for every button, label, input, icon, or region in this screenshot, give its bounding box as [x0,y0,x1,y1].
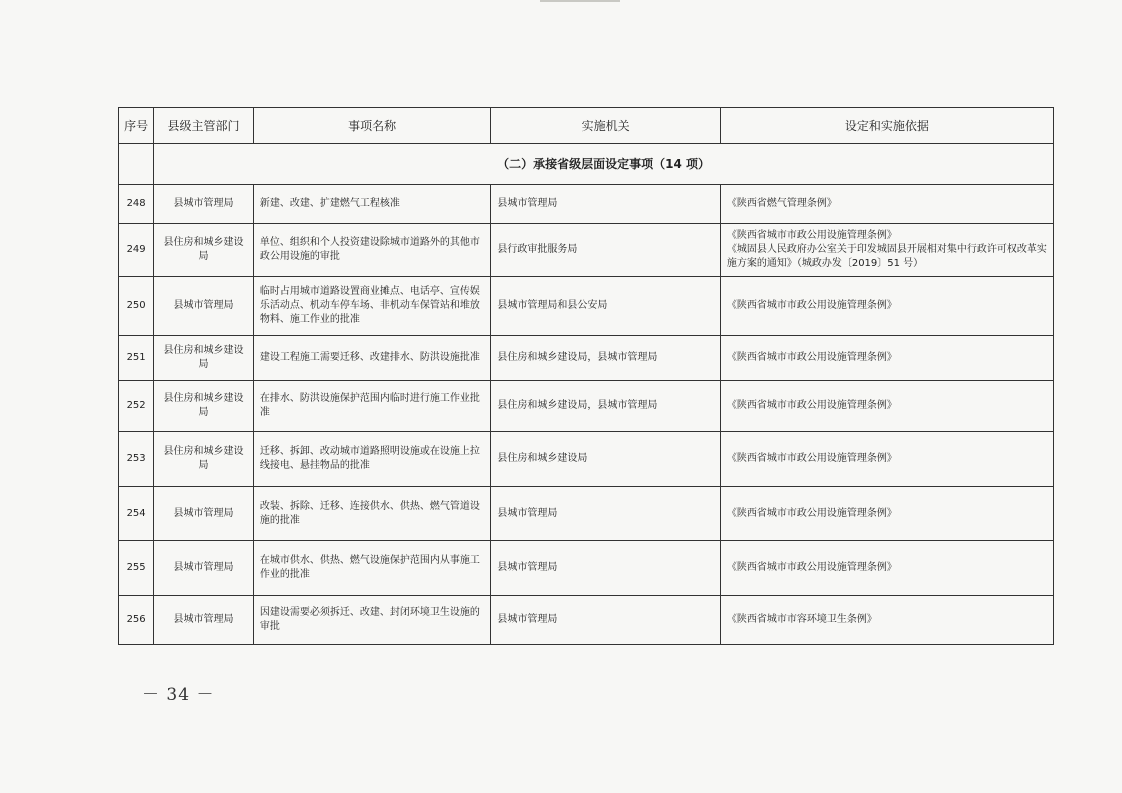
row-item: 改装、拆除、迁移、连接供水、供热、燃气管道设施的批准 [253,487,491,541]
row-basis: 《陕西省城市市政公用设施管理条例》 [720,277,1053,336]
row-basis: 《陕西省城市市政公用设施管理条例》 [720,541,1053,596]
items-table [118,107,1054,645]
row-org: 县行政审批服务局 [491,224,720,277]
row-num: 253 [119,432,154,487]
header-dept: 县级主管部门 [154,108,254,144]
row-item: 建设工程施工需要迁移、改建排水、防洪设施批准 [253,336,491,381]
header-num: 序号 [119,108,154,144]
table-row [119,277,1054,336]
row-item: 新建、改建、扩建燃气工程核准 [253,185,491,224]
row-org: 县城市管理局 [491,596,720,645]
row-dept: 县城市管理局 [154,185,254,224]
row-num: 249 [119,224,154,277]
table-row [119,541,1054,596]
row-basis: 《陕西省城市市政公用设施管理条例》 《城固县人民政府办公室关于印发城固县开展相对集中行政许可权改革实施方案的通知》（城政办发〔2019〕51 号） [720,224,1053,277]
page-number: － 34 － [142,685,215,705]
row-num: 250 [119,277,154,336]
table-row [119,381,1054,432]
row-dept: 县住房和城乡建设局 [154,381,254,432]
row-item: 单位、组织和个人投资建设除城市道路外的其他市政公用设施的审批 [253,224,491,277]
row-basis: 《陕西省燃气管理条例》 [720,185,1053,224]
row-dept: 县城市管理局 [154,487,254,541]
row-dept: 县住房和城乡建设局 [154,224,254,277]
row-item: 临时占用城市道路设置商业摊点、电话亭、宣传娱乐活动点、机动车停车场、非机动车保管站和堆放物料、施工作业的批准 [253,277,491,336]
header-org: 实施机关 [491,108,720,144]
row-dept: 县城市管理局 [154,596,254,645]
row-num: 256 [119,596,154,645]
row-num: 255 [119,541,154,596]
row-dept: 县住房和城乡建设局 [154,432,254,487]
scan-mark [540,0,620,2]
row-basis: 《陕西省城市市政公用设施管理条例》 [720,487,1053,541]
row-item: 在排水、防洪设施保护范围内临时进行施工作业批准 [253,381,491,432]
row-dept: 县住房和城乡建设局 [154,336,254,381]
row-org: 县住房和城乡建设局 [491,432,720,487]
row-item: 因建设需要必须拆迁、改建、封闭环境卫生设施的审批 [253,596,491,645]
row-basis: 《陕西省城市市容环境卫生条例》 [720,596,1053,645]
row-item: 迁移、拆卸、改动城市道路照明设施或在设施上拉线接电、悬挂物品的批准 [253,432,491,487]
table-row [119,432,1054,487]
row-org: 县住房和城乡建设局，县城市管理局 [491,381,720,432]
header-item: 事项名称 [253,108,491,144]
row-num: 251 [119,336,154,381]
section-row [119,144,1054,185]
row-org: 县城市管理局 [491,185,720,224]
table-row [119,596,1054,645]
row-dept: 县城市管理局 [154,277,254,336]
table-header-row [119,108,1054,144]
row-org: 县城市管理局 [491,487,720,541]
section-title: （二）承接省级层面设定事项（14 项） [154,144,1054,185]
row-org: 县住房和城乡建设局，县城市管理局 [491,336,720,381]
row-basis: 《陕西省城市市政公用设施管理条例》 [720,381,1053,432]
section-num-cell [119,144,154,185]
table-row [119,487,1054,541]
header-basis: 设定和实施依据 [720,108,1053,144]
row-org: 县城市管理局和县公安局 [491,277,720,336]
row-item: 在城市供水、供热、燃气设施保护范围内从事施工作业的批准 [253,541,491,596]
row-num: 252 [119,381,154,432]
row-basis: 《陕西省城市市政公用设施管理条例》 [720,432,1053,487]
table-row [119,185,1054,224]
table-row [119,224,1054,277]
row-org: 县城市管理局 [491,541,720,596]
row-num: 248 [119,185,154,224]
row-basis: 《陕西省城市市政公用设施管理条例》 [720,336,1053,381]
table-row [119,336,1054,381]
row-dept: 县城市管理局 [154,541,254,596]
row-num: 254 [119,487,154,541]
